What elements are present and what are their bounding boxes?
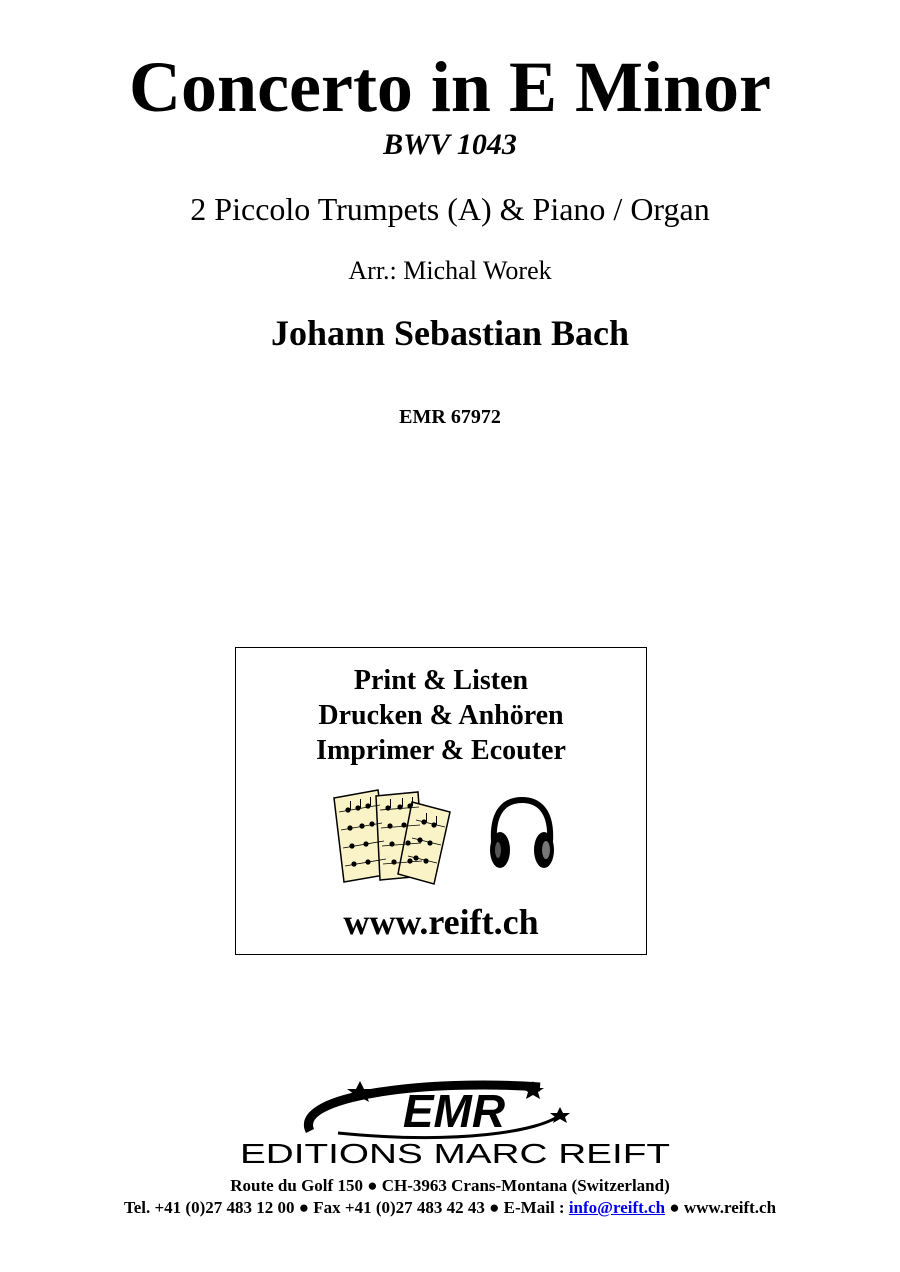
page-title: Concerto in E Minor <box>129 47 771 127</box>
headphones-icon <box>486 796 558 876</box>
composer: Johann Sebastian Bach <box>270 313 630 353</box>
email-link[interactable]: info@reift.ch <box>568 1198 666 1217</box>
publisher-name: EDITIONS MARC REIFT <box>240 1138 670 1167</box>
promo-line-french: Imprimer & Ecouter <box>316 735 566 766</box>
publisher-address: Route du Golf 150 ● CH-3963 Crans-Montana (Switzerland) <box>230 1176 670 1195</box>
promo-line-english: Print & Listen <box>353 665 529 696</box>
contact-website[interactable]: ● www.reift.ch <box>665 1198 777 1217</box>
print-listen-box <box>235 647 647 955</box>
catalogue-number: BWV 1043 <box>383 128 517 161</box>
publisher-contact <box>0 1197 900 1219</box>
arranger: Arr.: Michal Worek <box>348 256 552 285</box>
instrumentation: 2 Piccolo Trumpets (A) & Piano / Organ <box>190 191 710 227</box>
promo-line-german: Drucken & Anhören <box>318 700 564 731</box>
sheet-music-icon <box>328 786 454 886</box>
emr-logo <box>240 1075 670 1167</box>
contact-phone-fax: Tel. +41 (0)27 483 12 00 ● Fax +41 (0)27 483 42 43 ● E-Mail : <box>123 1198 569 1217</box>
edition-number: EMR 67972 <box>399 406 501 428</box>
emr-logo-text: EMR <box>402 1085 506 1137</box>
promo-website-link[interactable]: www.reift.ch <box>343 902 539 942</box>
